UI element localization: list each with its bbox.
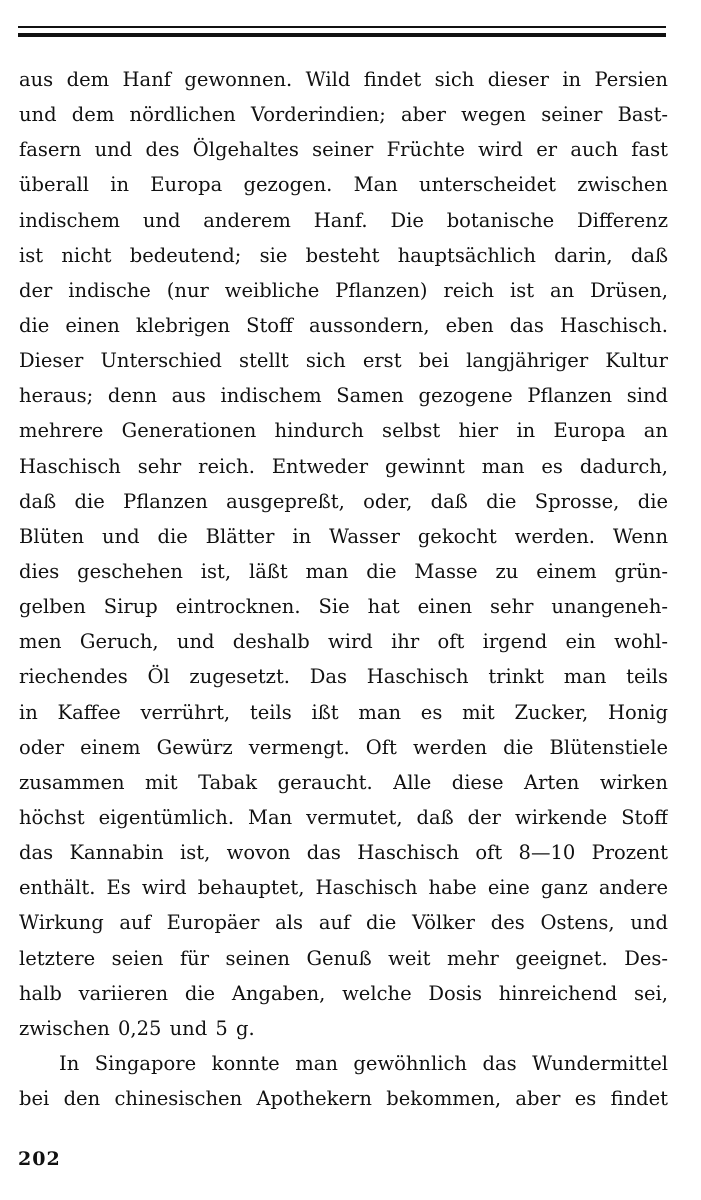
text-line: men Geruch, und deshalb wird ihr oft irgend ein wohl- — [19, 630, 668, 654]
text-line: in Kaffee verrührt, teils ißt man es mit Zucker, Honig — [19, 700, 668, 724]
text-line: ist nicht bedeutend; sie besteht hauptsächlich darin, daß — [19, 243, 668, 267]
text-line: das Kannabin ist, wovon das Haschisch oft 8—10 Prozent — [19, 841, 668, 865]
text-line: heraus; denn aus indischem Samen gezogene Pflanzen sind — [19, 384, 668, 408]
text-line: letztere seien für seinen Genuß weit mehr geeignet. Des- — [19, 946, 668, 970]
text-line: aus dem Hanf gewonnen. Wild findet sich dieser in Persien — [19, 68, 668, 91]
text-line: fasern und des Ölgehaltes seiner Früchte wird er auch fast — [19, 138, 668, 162]
text-line: enthält. Es wird behauptet, Haschisch habe eine ganz andere — [19, 876, 668, 900]
text-line: Wirkung auf Europäer als auf die Völker des Ostens, und — [19, 911, 668, 935]
text-line: die einen klebrigen Stoff aussondern, eben das Haschisch. — [19, 313, 668, 337]
text-line: mehrere Generationen hindurch selbst hier in Europa an — [19, 419, 668, 443]
text-line: zwischen 0,25 und 5 g. — [19, 1016, 255, 1040]
header-rule-thick — [18, 33, 666, 37]
page-number: 202 — [18, 1148, 61, 1170]
text-line: In Singapore konnte man gewöhnlich das Wundermittel — [59, 1051, 668, 1075]
text-line: Blüten und die Blätter in Wasser gekocht werden. Wenn — [19, 524, 668, 548]
text-line: halb variieren die Angaben, welche Dosis hinreichend sei, — [19, 981, 668, 1005]
text-line: Haschisch sehr reich. Entweder gewinnt man es dadurch, — [19, 454, 668, 478]
text-line: daß die Pflanzen ausgepreßt, oder, daß die Sprosse, die — [19, 489, 668, 513]
text-line: indischem und anderem Hanf. Die botanische Differenz — [19, 208, 668, 232]
text-line: gelben Sirup eintrocknen. Sie hat einen sehr unangeneh- — [19, 595, 668, 619]
text-line: oder einem Gewürz vermengt. Oft werden die Blütenstiele — [19, 735, 668, 759]
text-line: riechendes Öl zugesetzt. Das Haschisch trinkt man teils — [19, 665, 668, 689]
text-line: Dieser Unterschied stellt sich erst bei langjähriger Kultur — [19, 349, 668, 373]
text-line: dies geschehen ist, läßt man die Masse zu einem grün- — [19, 559, 668, 583]
paragraph-1 — [19, 62, 668, 1046]
text-line: höchst eigentümlich. Man vermutet, daß der wirkende Stoff — [19, 805, 668, 829]
body-text — [19, 62, 668, 1116]
text-line: überall in Europa gezogen. Man unterscheidet zwischen — [19, 173, 668, 197]
paragraph-2 — [19, 1046, 668, 1116]
header-rule-thin — [18, 26, 666, 28]
text-line: der indische (nur weibliche Pflanzen) reich ist an Drüsen, — [19, 278, 668, 302]
text-line: bei den chinesischen Apothekern bekommen, aber es findet — [19, 1087, 668, 1111]
text-line: zusammen mit Tabak geraucht. Alle diese Arten wirken — [19, 770, 668, 794]
text-line: und dem nördlichen Vorderindien; aber wegen seiner Bast- — [19, 103, 668, 127]
